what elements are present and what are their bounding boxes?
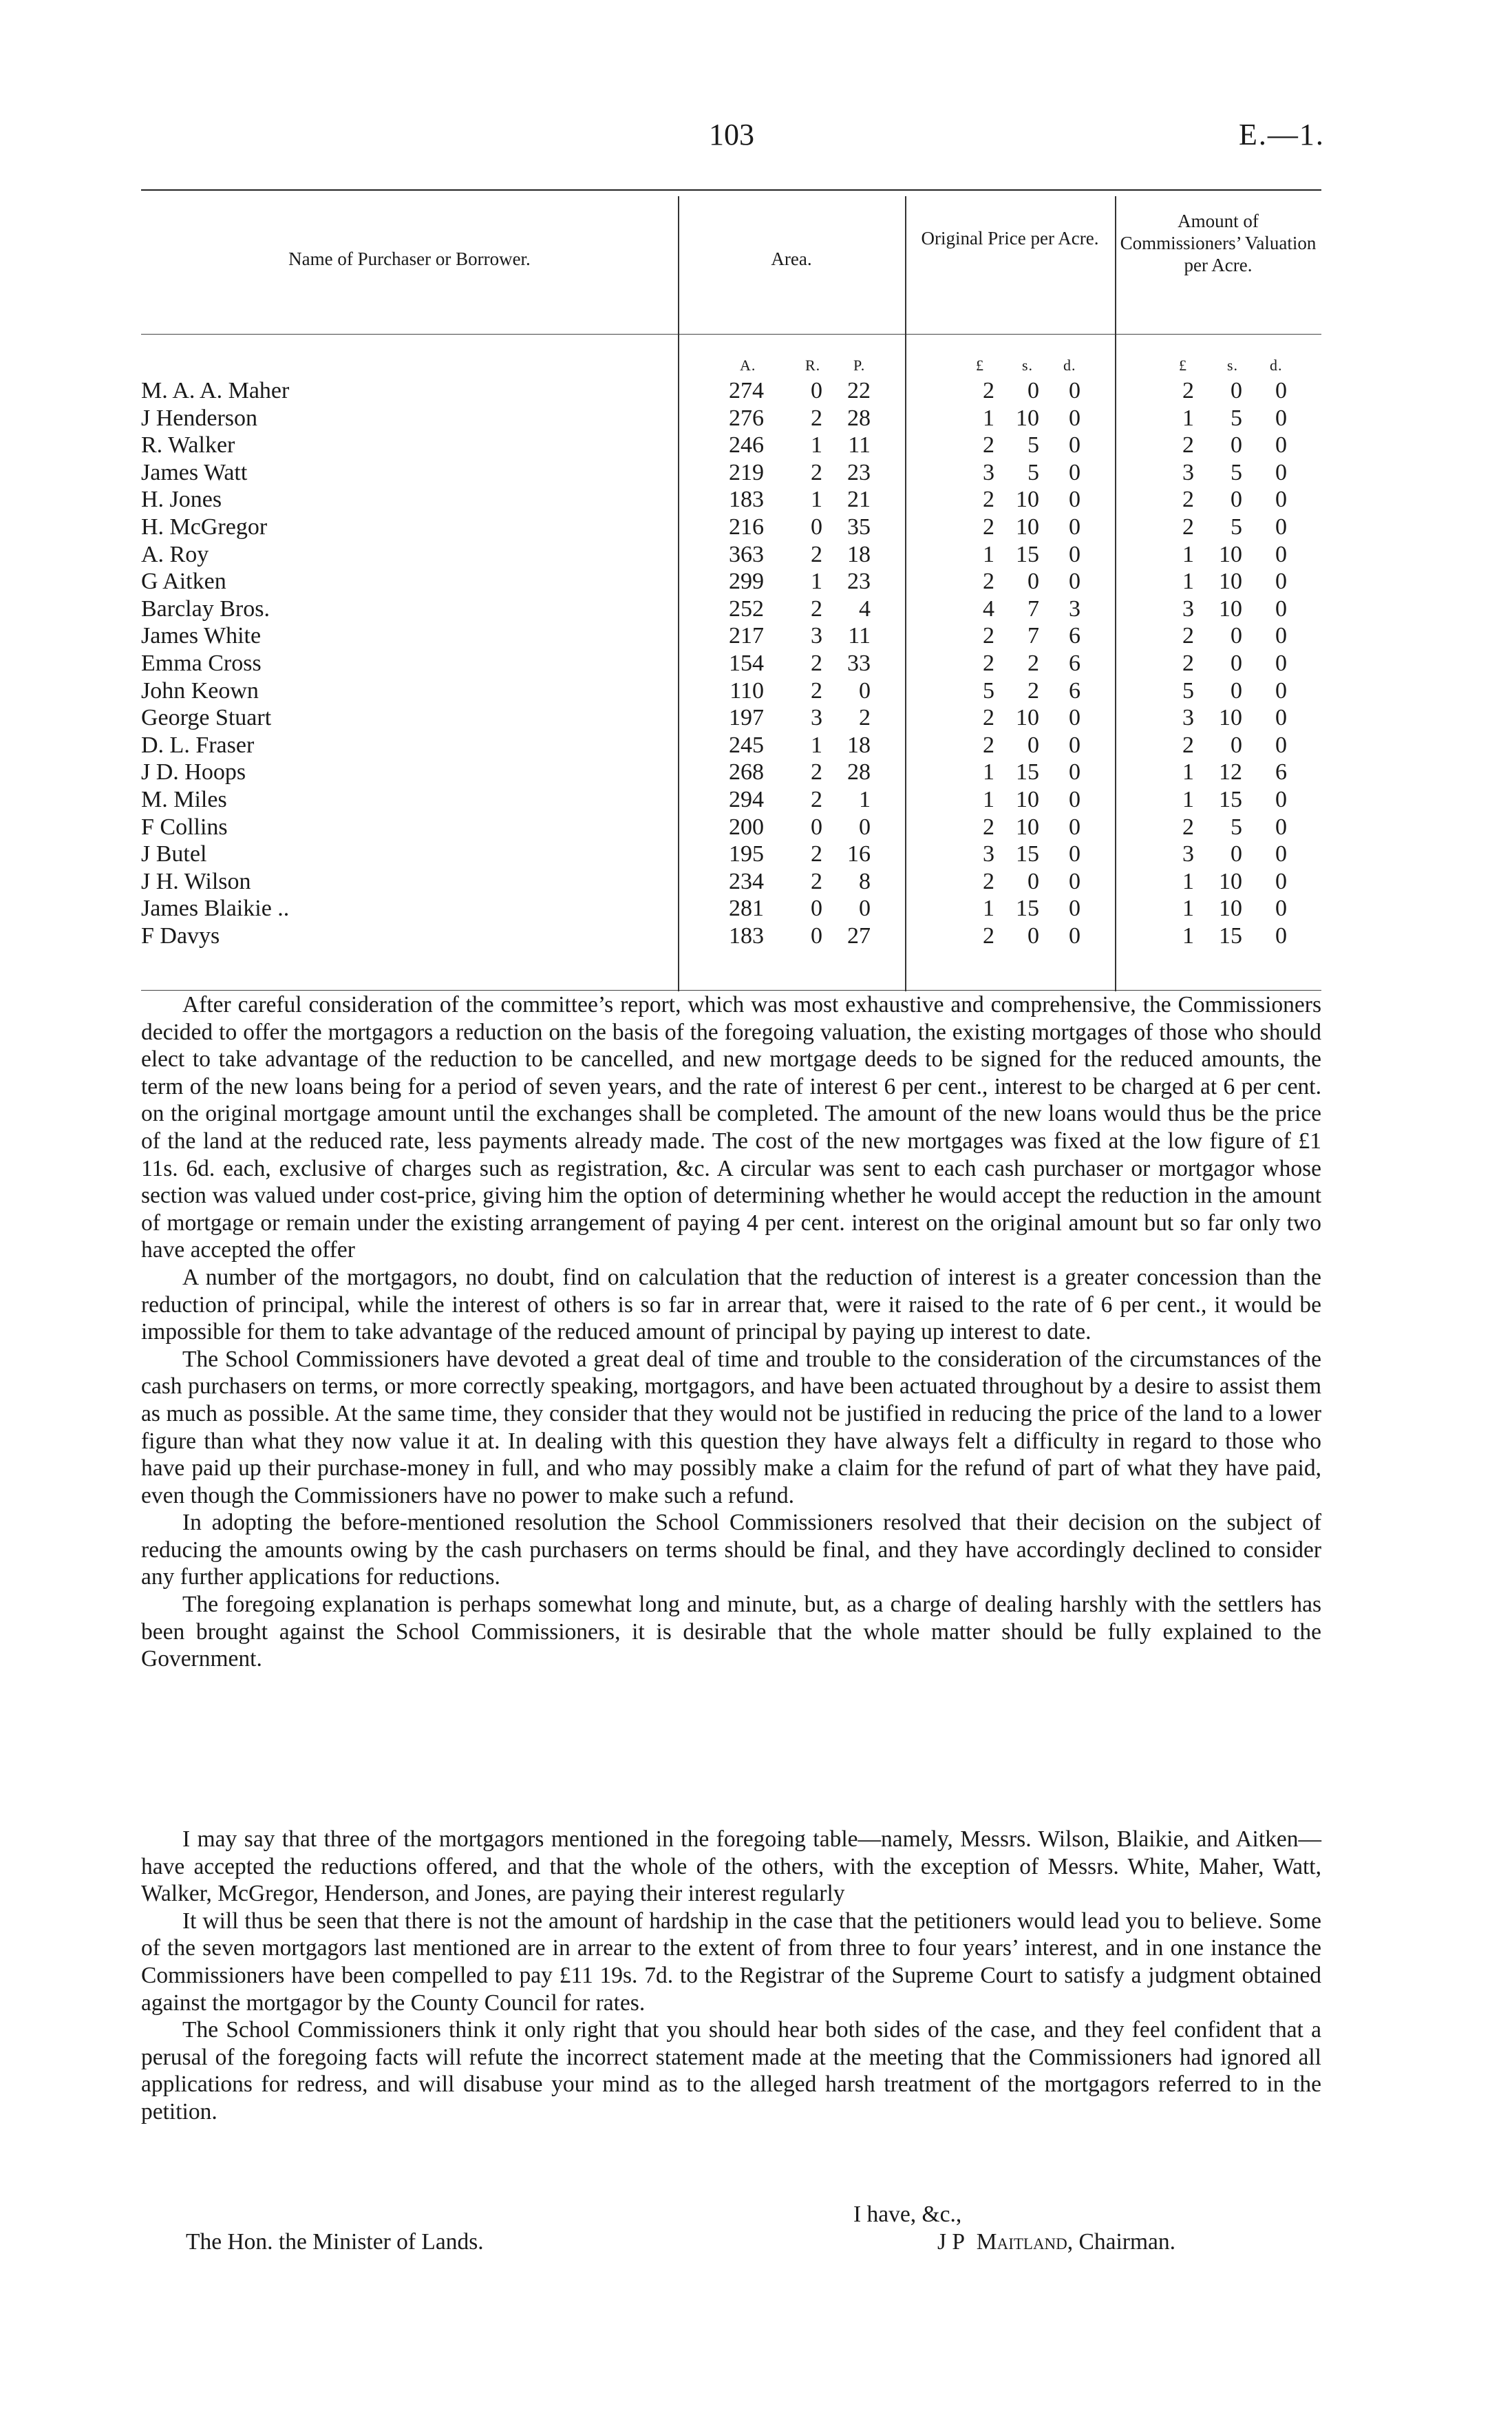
cell-o-l: 2 [983, 922, 994, 949]
purchaser-name: F Davys [141, 922, 220, 949]
cell-v-s: 12 [1219, 759, 1242, 785]
cell-v-d: 0 [1275, 814, 1287, 840]
purchaser-name: James Watt [141, 459, 248, 485]
cell-o-d: 0 [1069, 868, 1080, 894]
cell-o-l: 2 [983, 623, 994, 649]
cell-v-s: 15 [1219, 922, 1242, 949]
cell-a: 195 [729, 841, 764, 867]
cell-o-d: 0 [1069, 487, 1080, 513]
unit-pounds: £ [976, 357, 984, 374]
cell-a: 246 [729, 432, 764, 458]
cell-r: 0 [811, 922, 822, 949]
cell-o-d: 0 [1069, 841, 1080, 867]
cell-p: 16 [847, 841, 871, 867]
cell-v-s: 10 [1219, 595, 1242, 622]
header-original-price: Original Price per Acre. [921, 228, 1099, 249]
cell-o-l: 2 [983, 650, 994, 676]
purchaser-name: H. Jones [141, 487, 222, 513]
cell-v-d: 6 [1275, 759, 1287, 785]
cell-v-s: 0 [1231, 378, 1242, 403]
cell-a: 183 [729, 922, 764, 949]
cell-o-s: 0 [1027, 868, 1039, 894]
cell-v-d: 0 [1275, 459, 1287, 485]
cell-v-l: 1 [1182, 786, 1194, 812]
unit-pence: d. [1270, 357, 1283, 374]
signatory-title: , Chairman. [1067, 2229, 1176, 2255]
cell-r: 0 [811, 814, 822, 840]
cell-o-d: 0 [1069, 569, 1080, 595]
purchaser-name: James White [141, 623, 262, 649]
cell-v-d: 0 [1275, 595, 1287, 622]
cell-r: 2 [811, 841, 822, 867]
cell-p: 0 [859, 814, 871, 840]
cell-o-d: 0 [1069, 378, 1080, 403]
cell-o-s: 5 [1027, 432, 1039, 458]
cell-a: 363 [729, 541, 764, 567]
cell-o-d: 0 [1069, 896, 1080, 922]
paragraph: The School Commissioners think it only right that you should hear both sides of the case, and they feel confident that a perusal of the foregoing facts will refute the incorrect statement made at the meeting that the Commissioners had ignored all applications for redress, and will disabuse your mind as to the alleged harsh treatment of the mortgagors referred to in the petition. [141, 2017, 1321, 2124]
cell-v-s: 10 [1219, 705, 1242, 731]
cell-v-d: 0 [1275, 405, 1287, 431]
cell-o-s: 7 [1027, 623, 1039, 649]
cell-r: 2 [811, 459, 822, 485]
cell-r: 1 [811, 432, 822, 458]
cell-v-l: 2 [1182, 514, 1194, 540]
table-row [141, 841, 1321, 868]
purchaser-name: M. Miles [141, 786, 227, 812]
table-row [141, 405, 1321, 432]
cell-v-d: 0 [1275, 732, 1287, 758]
cell-o-s: 15 [1016, 841, 1039, 867]
cell-o-l: 2 [983, 432, 994, 458]
cell-a: 281 [729, 896, 764, 922]
purchaser-name: Emma Cross [141, 650, 262, 676]
cell-o-l: 5 [983, 677, 994, 704]
purchaser-name: A. Roy [141, 541, 209, 567]
cell-o-l: 2 [983, 569, 994, 595]
table-row [141, 486, 1321, 514]
cell-o-s: 5 [1027, 459, 1039, 485]
cell-o-d: 6 [1069, 650, 1080, 676]
paragraph: In adopting the before-mentioned resolution the School Commissioners resolved that their decision on the subject of reducing the amounts owing by the cash purchasers on terms should be final, and they have accordingly declined to consider any further applications for reductions. [141, 1510, 1321, 1590]
body-section-1 [141, 991, 1321, 1673]
cell-v-d: 0 [1275, 432, 1287, 458]
table-row [141, 677, 1321, 705]
cell-o-d: 0 [1069, 732, 1080, 758]
cell-v-d: 0 [1275, 922, 1287, 949]
table-row [141, 650, 1321, 677]
cell-o-d: 6 [1069, 677, 1080, 704]
cell-v-d: 0 [1275, 378, 1287, 403]
cell-o-d: 0 [1069, 432, 1080, 458]
body-section-2 [141, 1826, 1321, 2126]
cell-v-s: 0 [1231, 487, 1242, 513]
cell-v-l: 3 [1182, 459, 1194, 485]
cell-o-l: 2 [983, 705, 994, 731]
cell-r: 2 [811, 759, 822, 785]
unit-roods: R. [805, 357, 821, 374]
table-row [141, 432, 1321, 459]
cell-o-s: 7 [1027, 595, 1039, 622]
cell-o-l: 1 [983, 786, 994, 812]
cell-p: 22 [847, 378, 871, 403]
cell-o-l: 2 [983, 487, 994, 513]
cell-v-d: 0 [1275, 786, 1287, 812]
cell-a: 219 [729, 459, 764, 485]
unit-shillings: s. [1022, 357, 1034, 374]
cell-p: 1 [859, 786, 871, 812]
cell-o-l: 2 [983, 514, 994, 540]
purchaser-name: M. A. A. Maher [141, 378, 290, 403]
cell-o-d: 0 [1069, 705, 1080, 731]
purchaser-name: J Henderson [141, 405, 258, 431]
purchaser-name: G Aitken [141, 569, 226, 595]
cell-v-l: 2 [1182, 623, 1194, 649]
table-row [141, 568, 1321, 595]
cell-v-d: 0 [1275, 868, 1287, 894]
cell-p: 0 [859, 677, 871, 704]
cell-v-d: 0 [1275, 514, 1287, 540]
cell-p: 0 [859, 896, 871, 922]
table-row [141, 732, 1321, 759]
cell-p: 18 [847, 732, 871, 758]
cell-o-l: 4 [983, 595, 994, 622]
cell-v-l: 5 [1182, 677, 1194, 704]
cell-o-l: 3 [983, 459, 994, 485]
cell-v-s: 0 [1231, 650, 1242, 676]
cell-v-l: 2 [1182, 732, 1194, 758]
unit-shillings: s. [1227, 357, 1239, 374]
cell-p: 4 [859, 595, 871, 622]
cell-p: 11 [848, 432, 871, 458]
cell-o-d: 0 [1069, 459, 1080, 485]
table-row [141, 459, 1321, 487]
cell-v-s: 0 [1231, 732, 1242, 758]
signatory-name: Maitland [976, 2229, 1067, 2255]
cell-v-l: 1 [1182, 405, 1194, 431]
cell-a: 245 [729, 732, 764, 758]
cell-o-s: 2 [1027, 677, 1039, 704]
table-row [141, 814, 1321, 841]
cell-o-l: 3 [983, 841, 994, 867]
table-row [141, 922, 1321, 950]
cell-o-d: 0 [1069, 814, 1080, 840]
cell-o-d: 0 [1069, 922, 1080, 949]
cell-p: 23 [847, 459, 871, 485]
paragraph: The School Commissioners have devoted a great deal of time and trouble to the consideration of the circumstances of the cash purchasers on terms, or more correctly speaking, mortgagors, and have been actuated throughout by a desire to assist them as much as possible. At the same time, they consider that they would not be justified in reducing the price of the land to a lower figure than what they now value it at. In dealing with this question they have always felt a difficulty in regard to those who have paid up their purchase-money in full, and who may possibly make a claim for the refund of part of what they have paid, even though the Commissioners have no power to make such a refund. [141, 1346, 1321, 1508]
purchaser-name: J Butel [141, 841, 207, 867]
header-rule [141, 334, 1321, 335]
cell-p: 28 [847, 759, 871, 785]
cell-r: 0 [811, 378, 822, 403]
cell-o-s: 0 [1027, 569, 1039, 595]
cell-o-s: 10 [1016, 514, 1039, 540]
cell-r: 3 [811, 705, 822, 731]
cell-v-s: 10 [1219, 541, 1242, 567]
purchaser-name: J D. Hoops [141, 759, 246, 785]
cell-r: 2 [811, 595, 822, 622]
table-row [141, 759, 1321, 786]
unit-pounds: £ [1179, 357, 1187, 374]
purchaser-name: James Blaikie .. [141, 896, 290, 922]
cell-r: 2 [811, 786, 822, 812]
cell-v-d: 0 [1275, 705, 1287, 731]
cell-a: 276 [729, 405, 764, 431]
table-top-rule [141, 189, 1321, 191]
cell-v-s: 15 [1219, 786, 1242, 812]
cell-p: 2 [859, 705, 871, 731]
cell-v-l: 1 [1182, 541, 1194, 567]
signature [937, 2228, 1175, 2256]
header-name: Name of Purchaser or Borrower. [288, 249, 531, 269]
cell-p: 21 [847, 487, 871, 513]
cell-a: 252 [729, 595, 764, 622]
cell-o-s: 0 [1027, 378, 1039, 403]
cell-v-l: 3 [1182, 705, 1194, 731]
header-area: Area. [771, 249, 812, 269]
cell-v-s: 5 [1231, 405, 1242, 431]
table-row [141, 868, 1321, 896]
purchaser-name: John Keown [141, 677, 259, 704]
cell-p: 23 [847, 569, 871, 595]
cell-o-s: 2 [1027, 650, 1039, 676]
cell-v-l: 2 [1182, 814, 1194, 840]
cell-r: 2 [811, 868, 822, 894]
addressee: The Hon. the Minister of Lands. [186, 2229, 484, 2255]
closing: I have, &c., [853, 2202, 962, 2227]
cell-o-d: 6 [1069, 623, 1080, 649]
cell-a: 294 [729, 786, 764, 812]
paragraph: The foregoing explanation is perhaps somewhat long and minute, but, as a charge of dealing harshly with the settlers has been brought against the School Commissioners, it is desirable that the whole matter should be fully explained to the Government. [141, 1592, 1321, 1672]
cell-v-s: 5 [1231, 459, 1242, 485]
cell-v-d: 0 [1275, 650, 1287, 676]
cell-v-l: 1 [1182, 569, 1194, 595]
cell-v-s: 5 [1231, 814, 1242, 840]
table-row [141, 514, 1321, 541]
cell-o-s: 15 [1016, 896, 1039, 922]
cell-o-s: 10 [1016, 705, 1039, 731]
purchaser-name: Barclay Bros. [141, 595, 270, 622]
paragraph: I may say that three of the mortgagors mentioned in the foregoing table—namely, Messrs. Wilson, Blaikie, and Aitken—have accepted the reductions offered, and that the whole of the others, with the exception of Messrs. White, Maher, Watt, Walker, McGregor, Henderson, and Jones, are paying their interest regularly [141, 1826, 1321, 1907]
table-bottom-rule [141, 990, 1321, 991]
purchaser-name: J H. Wilson [141, 868, 251, 894]
cell-v-l: 2 [1182, 650, 1194, 676]
cell-p: 33 [847, 650, 871, 676]
table-body [141, 377, 1321, 949]
table-row [141, 377, 1321, 405]
page-number: 103 [709, 118, 754, 151]
cell-o-l: 2 [983, 868, 994, 894]
table-row [141, 595, 1321, 623]
cell-o-s: 0 [1027, 732, 1039, 758]
page-header [0, 117, 1512, 165]
cell-v-l: 2 [1182, 487, 1194, 513]
purchaser-table [141, 189, 1321, 1005]
cell-v-d: 0 [1275, 623, 1287, 649]
purchaser-name: F Collins [141, 814, 228, 840]
cell-v-s: 0 [1231, 623, 1242, 649]
cell-o-s: 10 [1016, 814, 1039, 840]
cell-v-s: 0 [1231, 677, 1242, 704]
unit-acres: A. [740, 357, 756, 374]
paragraph: It will thus be seen that there is not the amount of hardship in the case that the petitioners would lead you to believe. Some of the seven mortgagors last mentioned are in arrear to the extent of from three to four years’ interest, and in one instance the Commissioners have been compelled to pay £11 19s. 7d. to the Registrar of the Supreme Court to satisfy a judgment obtained against the mortgagor by the County Council for rates. [141, 1908, 1321, 2016]
cell-v-d: 0 [1275, 569, 1287, 595]
cell-a: 234 [729, 868, 764, 894]
table-row [141, 895, 1321, 922]
cell-v-d: 0 [1275, 677, 1287, 704]
cell-o-s: 10 [1016, 487, 1039, 513]
cell-v-d: 0 [1275, 487, 1287, 513]
cell-r: 2 [811, 677, 822, 704]
cell-r: 2 [811, 541, 822, 567]
purchaser-name: H. McGregor [141, 514, 268, 540]
table-row [141, 704, 1321, 732]
cell-v-l: 3 [1182, 841, 1194, 867]
cell-r: 3 [811, 623, 822, 649]
cell-o-d: 3 [1069, 595, 1080, 622]
cell-a: 197 [729, 705, 764, 731]
unit-pence: d. [1063, 357, 1076, 374]
cell-o-l: 2 [983, 732, 994, 758]
cell-v-d: 0 [1275, 896, 1287, 922]
cell-p: 18 [847, 541, 871, 567]
cell-p: 35 [847, 514, 871, 540]
cell-v-s: 0 [1231, 432, 1242, 458]
cell-v-l: 1 [1182, 922, 1194, 949]
cell-o-s: 0 [1027, 922, 1039, 949]
cell-a: 183 [729, 487, 764, 513]
cell-o-l: 1 [983, 405, 994, 431]
cell-r: 1 [811, 487, 822, 513]
cell-o-d: 0 [1069, 786, 1080, 812]
signatory-initials: J P [937, 2229, 966, 2255]
cell-a: 274 [729, 378, 764, 403]
cell-o-d: 0 [1069, 405, 1080, 431]
purchaser-name: D. L. Fraser [141, 732, 255, 758]
cell-a: 268 [729, 759, 764, 785]
cell-p: 28 [847, 405, 871, 431]
cell-a: 216 [729, 514, 764, 540]
document-code: E.—1. [1239, 118, 1325, 151]
cell-v-s: 10 [1219, 569, 1242, 595]
cell-p: 11 [848, 623, 871, 649]
cell-v-s: 10 [1219, 868, 1242, 894]
cell-o-s: 10 [1016, 405, 1039, 431]
cell-o-l: 2 [983, 814, 994, 840]
cell-o-s: 15 [1016, 759, 1039, 785]
cell-o-d: 0 [1069, 541, 1080, 567]
cell-r: 0 [811, 514, 822, 540]
cell-v-d: 0 [1275, 841, 1287, 867]
cell-a: 154 [729, 650, 764, 676]
cell-o-s: 10 [1016, 786, 1039, 812]
paragraph: After careful consideration of the committee’s report, which was most exhaustive and comprehensive, the Commissioners decided to offer the mortgagors a reduction on the basis of the foregoing valuation, the existing mortgages of those who should elect to take advantage of the reduction to be cancelled, and new mortgage deeds to be signed for the reduced amounts, the term of the new loans being for a period of seven years, and the rate of interest 6 per cent., interest to be charged at 6 per cent. on the original mortgage amount until the exchanges shall be completed. The amount of the new loans would thus be the price of the land at the reduced rate, less payments already made. The cost of the new mortgages was fixed at the low figure of £1 11s. 6d. each, exclusive of charges such as registration, &c. A circular was sent to each cash purchaser or mortgagor whose section was valued under cost-price, giving him the option of determining whether he would accept the reduction in the amount of mortgage or remain under the existing arrangement of paying 4 per cent. interest on the original amount but so far only two have accepted the offer [141, 992, 1321, 1263]
cell-a: 110 [730, 677, 764, 704]
cell-r: 2 [811, 650, 822, 676]
cell-v-s: 10 [1219, 896, 1242, 922]
cell-a: 299 [729, 569, 764, 595]
cell-o-d: 0 [1069, 514, 1080, 540]
cell-v-s: 5 [1231, 514, 1242, 540]
cell-v-d: 0 [1275, 541, 1287, 567]
table-row [141, 541, 1321, 569]
cell-o-d: 0 [1069, 759, 1080, 785]
cell-v-l: 1 [1182, 868, 1194, 894]
header-valuation: Amount of Commissioners’ Valuation per Acre. [1120, 211, 1317, 275]
table-row [141, 786, 1321, 814]
cell-o-l: 1 [983, 541, 994, 567]
cell-o-l: 2 [983, 378, 994, 403]
cell-r: 2 [811, 405, 822, 431]
cell-o-l: 1 [983, 759, 994, 785]
cell-v-l: 3 [1182, 595, 1194, 622]
table-row [141, 622, 1321, 650]
unit-perches: P. [853, 357, 866, 374]
purchaser-name: George Stuart [141, 705, 272, 731]
cell-v-l: 1 [1182, 896, 1194, 922]
cell-p: 8 [859, 868, 871, 894]
cell-p: 27 [847, 922, 871, 949]
cell-v-l: 2 [1182, 432, 1194, 458]
cell-r: 0 [811, 896, 822, 922]
cell-a: 200 [729, 814, 764, 840]
paragraph: A number of the mortgagors, no doubt, find on calculation that the reduction of interest is a greater concession than the reduction of principal, while the interest of others is so far in arrear that, were it raised to the rate of 6 per cent., it would be impossible for them to take advantage of the reduced amount of principal by paying up interest to date. [141, 1264, 1321, 1345]
cell-o-s: 15 [1016, 541, 1039, 567]
cell-o-l: 1 [983, 896, 994, 922]
cell-v-l: 1 [1182, 759, 1194, 785]
cell-r: 1 [811, 569, 822, 595]
purchaser-name: R. Walker [141, 432, 235, 458]
cell-r: 1 [811, 732, 822, 758]
cell-v-s: 0 [1231, 841, 1242, 867]
cell-a: 217 [729, 623, 764, 649]
cell-v-l: 2 [1182, 378, 1194, 403]
